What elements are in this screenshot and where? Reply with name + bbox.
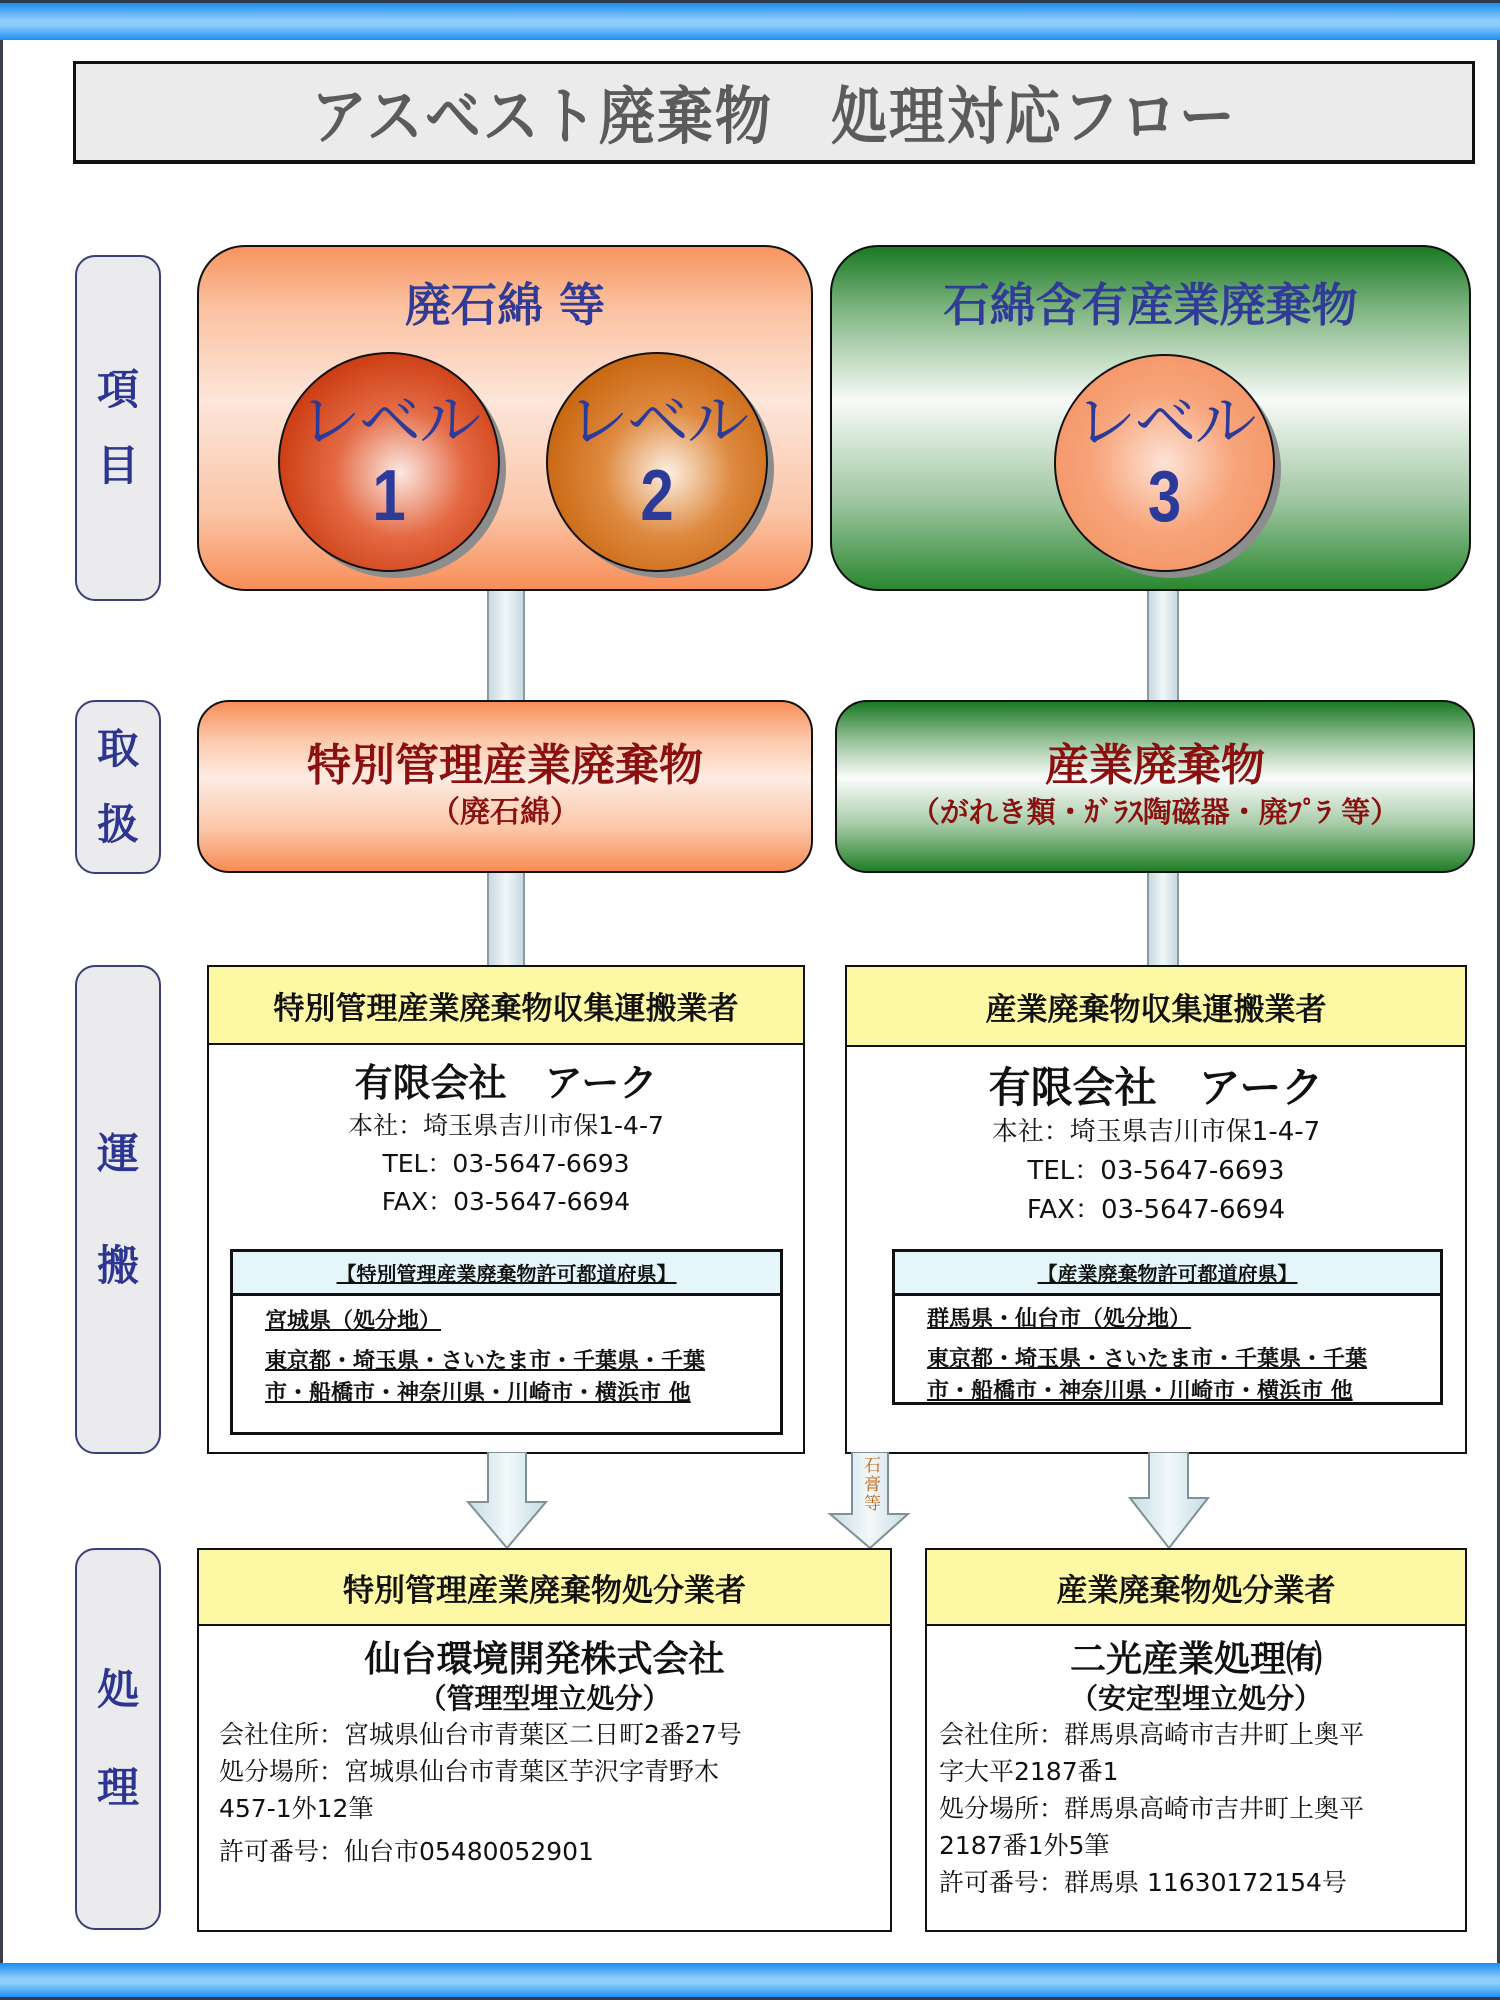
category-title: 廃石綿 等	[404, 278, 605, 332]
sidebar-char: 目	[96, 441, 139, 490]
bottom-banner-bar	[0, 1963, 1500, 2000]
info-line: 処分場所：宮城県仙台市青葉区芋沢字青野木	[219, 1757, 720, 1787]
sidebar-label-toriatsukai	[75, 700, 161, 874]
cross-arrow-label: 石膏等	[860, 1456, 880, 1513]
handling-box-industrial-waste	[835, 700, 1475, 873]
permit-header: 【特別管理産業廃棄物許可都道府県】	[233, 1252, 780, 1296]
info-line: 会社住所：群馬県高崎市吉井町上奥平	[939, 1720, 1365, 1750]
info-line: 字大平2187番1	[939, 1757, 1119, 1787]
permit-areas-line-1: 東京都・埼玉県・さいたま市・千葉県・千葉	[265, 1349, 706, 1374]
disposal-type: （安定型埋立処分）	[1069, 1682, 1322, 1716]
company-name: 有限会社 アーク	[988, 1063, 1324, 1112]
transport-card-special	[207, 965, 805, 1454]
disposal-card-industrial	[925, 1548, 1467, 1932]
sidebar-char: 扱	[96, 800, 139, 849]
connector-post-left-2	[487, 871, 525, 967]
top-banner-bar	[0, 0, 1500, 40]
permit-header: 【産業廃棄物許可都道府県】	[895, 1252, 1440, 1296]
connector-post-right-2	[1147, 871, 1179, 967]
page-title: アスベスト廃棄物 処理対応フロー	[311, 80, 1237, 154]
company-name: 仙台環境開発株式会社	[364, 1639, 725, 1680]
level-number: 1	[372, 455, 406, 536]
handling-title: 産業廃棄物	[1045, 740, 1265, 792]
permit-body	[233, 1296, 780, 1410]
sidebar-char: 項	[96, 365, 139, 414]
permit-box	[892, 1249, 1443, 1405]
company-fax: FAX：03-5647-6694	[1026, 1195, 1286, 1225]
level-label: レベル	[298, 384, 479, 457]
card-header: 産業廃棄物収集運搬業者	[847, 967, 1465, 1047]
card-header: 特別管理産業廃棄物収集運搬業者	[209, 967, 803, 1045]
sidebar-char: 理	[96, 1763, 139, 1812]
permit-disposal-site: 宮城県（処分地）	[265, 1309, 442, 1334]
level-3-badge	[1054, 354, 1275, 572]
level-label: レベル	[1074, 385, 1255, 458]
handling-subtitle: （廃石綿）	[430, 795, 580, 831]
level-1-badge	[278, 352, 500, 572]
permit-areas-line-2: 市・船橋市・神奈川県・川崎市・横浜市 他	[265, 1381, 691, 1406]
card-header: 産業廃棄物処分業者	[927, 1550, 1465, 1626]
card-header: 特別管理産業廃棄物処分業者	[199, 1550, 890, 1626]
sidebar-label-shori	[75, 1548, 161, 1930]
permit-body	[895, 1296, 1440, 1408]
connector-post-right-1	[1147, 588, 1179, 702]
level-label: レベル	[566, 384, 747, 457]
down-arrow-icon-left	[464, 1452, 550, 1550]
info-line: 457-1外12筆	[219, 1794, 374, 1824]
company-address: 本社：埼玉県吉川市保1-4-7	[348, 1111, 664, 1140]
info-line: 2187番1外5筆	[939, 1831, 1110, 1861]
disposal-type: （管理型埋立処分）	[418, 1682, 671, 1716]
connector-post-left-1	[487, 588, 525, 702]
sidebar-char: 搬	[96, 1240, 139, 1290]
info-line: 会社住所：宮城県仙台市青葉区二日町2番27号	[219, 1720, 742, 1750]
sidebar-char: 運	[96, 1128, 139, 1178]
frame-left-border	[0, 0, 3, 2000]
permit-areas-line-2: 市・船橋市・神奈川県・川崎市・横浜市 他	[927, 1379, 1353, 1404]
company-address: 本社：埼玉県吉川市保1-4-7	[991, 1117, 1321, 1147]
info-line: 処分場所：群馬県高崎市吉井町上奥平	[939, 1794, 1365, 1824]
disposal-card-special	[197, 1548, 892, 1932]
permit-number: 許可番号：仙台市05480052901	[219, 1837, 594, 1867]
company-name: 有限会社 アーク	[354, 1061, 658, 1105]
handling-title: 特別管理産業廃棄物	[307, 739, 703, 791]
page-title-box	[73, 61, 1475, 164]
handling-box-special-industrial-waste	[197, 700, 813, 873]
permit-number: 許可番号：群馬県 11630172154号	[939, 1868, 1347, 1898]
permit-areas-line-1: 東京都・埼玉県・さいたま市・千葉県・千葉	[927, 1347, 1368, 1372]
level-number: 3	[1147, 456, 1182, 537]
company-name: 二光産業処理㈲	[1069, 1639, 1322, 1680]
category-title: 石綿含有産業廃棄物	[943, 278, 1358, 332]
handling-subtitle: （がれき類・ｶﾞﾗｽ陶磁器・廃ﾌﾟﾗ 等）	[910, 794, 1400, 829]
disposal-details	[927, 1638, 1465, 1901]
permit-box	[230, 1249, 783, 1435]
down-arrow-icon-right	[1126, 1452, 1212, 1550]
company-tel: TEL：03-5647-6693	[382, 1149, 630, 1178]
sidebar-label-unpan	[75, 965, 161, 1454]
company-fax: FAX：03-5647-6694	[381, 1187, 631, 1216]
level-2-badge	[546, 352, 768, 572]
transport-card-industrial	[845, 965, 1467, 1454]
sidebar-char: 処	[96, 1665, 139, 1714]
disposal-details	[199, 1638, 890, 1870]
sidebar-label-koumoku	[75, 255, 161, 601]
level-number: 2	[640, 455, 674, 536]
sidebar-char: 取	[96, 724, 139, 773]
permit-disposal-site: 群馬県・仙台市（処分地）	[927, 1307, 1192, 1332]
company-tel: TEL：03-5647-6693	[1027, 1156, 1285, 1186]
